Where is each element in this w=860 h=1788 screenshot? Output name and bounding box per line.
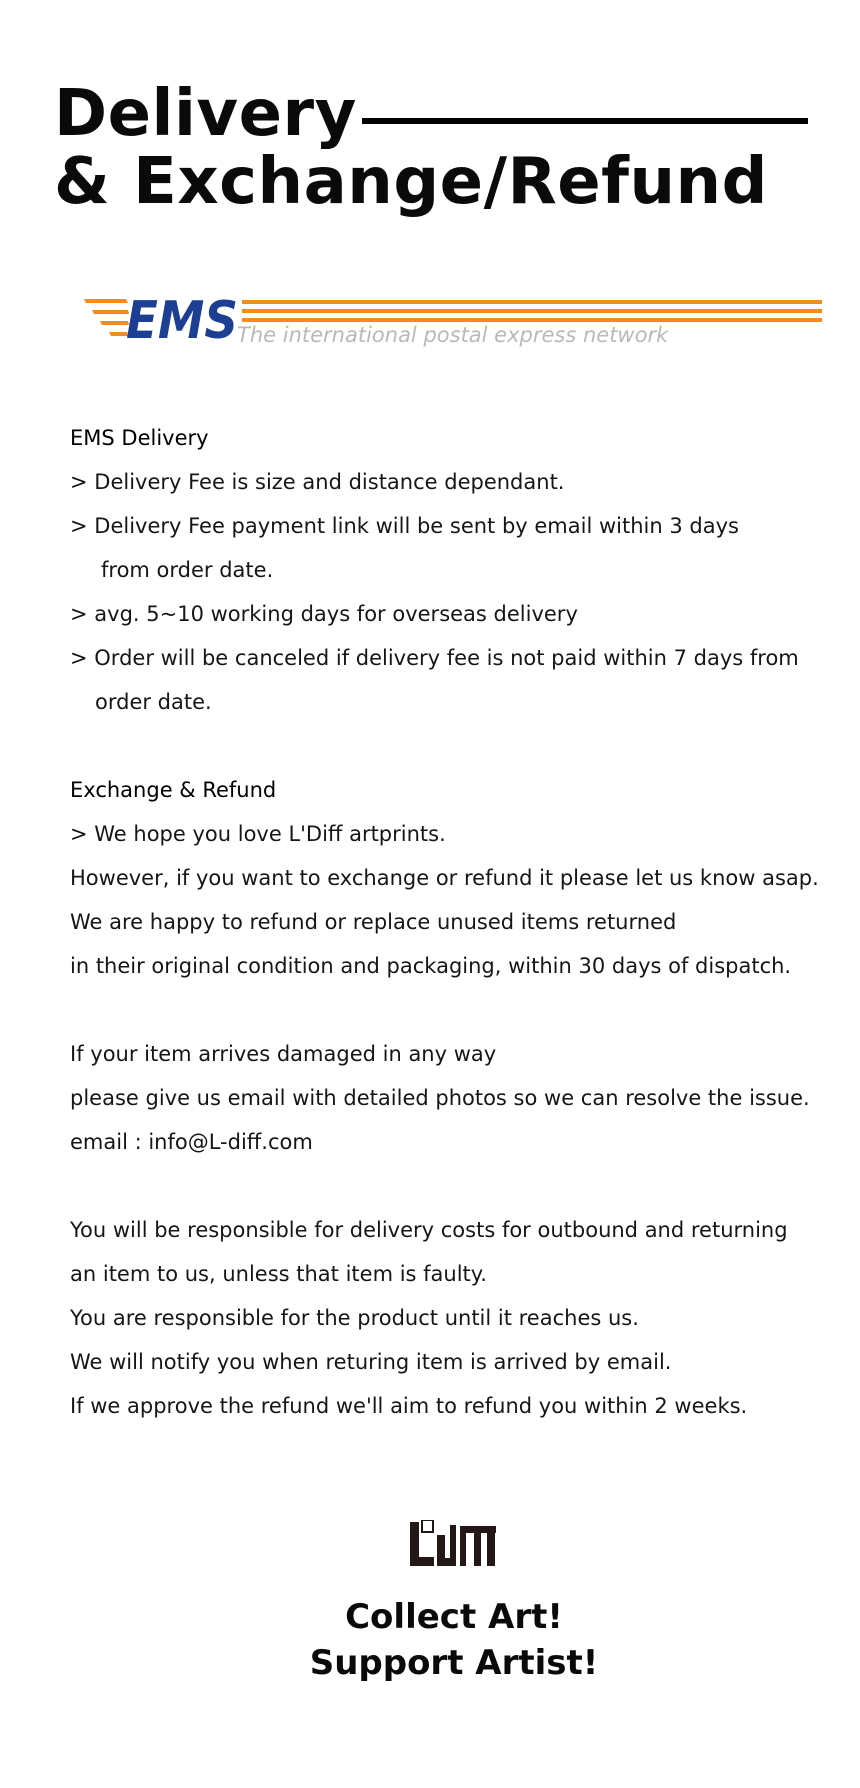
delivery-line: order date. — [95, 690, 212, 714]
spacer — [70, 724, 850, 768]
spacer — [70, 1164, 850, 1208]
responsibility-line: If we approve the refund we'll aim to refund you within 2 weeks. — [70, 1394, 748, 1418]
exchange-refund-heading: Exchange & Refund — [70, 778, 277, 802]
delivery-line: > Delivery Fee is size and distance dependant. — [70, 470, 565, 494]
responsibility-line: an item to us, unless that item is faulty. — [70, 1262, 487, 1286]
ems-logo-text: EMS — [126, 292, 238, 351]
delivery-line: > avg. 5~10 working days for overseas delivery — [70, 602, 578, 626]
damage-line: please give us email with detailed photos so we can resolve the issue. — [70, 1086, 810, 1110]
damage-line: If your item arrives damaged in any way — [70, 1042, 497, 1066]
contact-email: email : info@L-diff.com — [70, 1130, 313, 1154]
delivery-line: from order date. — [101, 558, 274, 582]
title-line-exchange-refund: & Exchange/Refund — [54, 145, 768, 219]
refund-line: in their original condition and packaging, within 30 days of dispatch. — [70, 954, 792, 978]
ldiff-logo-icon — [410, 1520, 496, 1566]
title-divider — [362, 118, 808, 124]
ems-delivery-heading: EMS Delivery — [70, 426, 209, 450]
responsibility-line: You will be responsible for delivery costs for outbound and returning — [70, 1218, 788, 1242]
delivery-line: > Order will be canceled if delivery fee is not paid within 7 days from — [70, 646, 799, 670]
slogan-collect-art: Collect Art! — [345, 1597, 563, 1637]
page-title — [54, 77, 768, 219]
delivery-line: > Delivery Fee payment link will be sent by email within 3 days — [70, 514, 739, 538]
ems-tagline: The international postal express network — [237, 323, 669, 347]
responsibility-line: You are responsible for the product until it reaches us. — [70, 1306, 639, 1330]
policy-content — [70, 416, 850, 1428]
title-line-delivery: Delivery — [54, 77, 357, 151]
spacer — [70, 988, 850, 1032]
refund-line: > We hope you love L'Diff artprints. — [70, 822, 446, 846]
responsibility-line: We will notify you when returing item is arrived by email. — [70, 1350, 672, 1374]
refund-line: However, if you want to exchange or refund it please let us know asap. — [70, 866, 819, 890]
slogan-support-artist: Support Artist! — [309, 1643, 599, 1683]
refund-line: We are happy to refund or replace unused items returned — [70, 910, 677, 934]
footer-slogan — [0, 1594, 860, 1686]
